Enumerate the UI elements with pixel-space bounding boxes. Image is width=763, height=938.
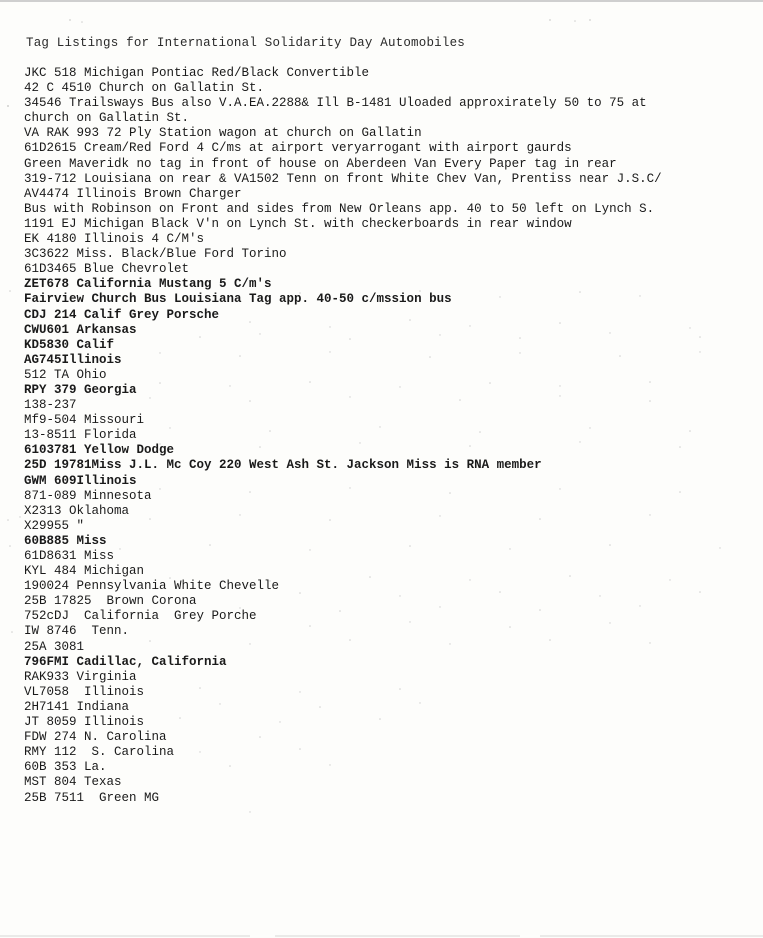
- list-item: RPY 379 Georgia: [24, 382, 137, 397]
- list-item: CWU601 Arkansas: [24, 322, 137, 337]
- list-item: 60B 353 La.: [24, 760, 107, 775]
- list-item: 61D8631 Miss: [24, 549, 115, 563]
- list-item: 319-712 Louisiana on rear & VA1502 Tenn on front White Chev Van, Prentiss near J.S.C/: [24, 171, 662, 186]
- list-item: 61D2615 Cream/Red Ford 4 C/ms at airport veryarrogant with airport gaurds: [24, 141, 572, 156]
- list-item: MST 804 Texas: [24, 775, 122, 790]
- list-item: AG745Illinois: [24, 352, 122, 367]
- list-item: 190024 Pennsylvania White Chevelle: [24, 579, 280, 594]
- list-item: 512 TA Ohio: [24, 367, 107, 382]
- list-item: AV4474 Illinois Brown Charger: [24, 186, 242, 201]
- list-item: ZET678 California Mustang 5 C/m's: [24, 277, 272, 292]
- document-title: Tag Listings for International Solidarity Day Automobiles: [26, 36, 465, 50]
- list-item: Fairview Church Bus Louisiana Tag app. 40-50 c/mssion bus: [24, 292, 452, 307]
- list-item: 61D3465 Blue Chevrolet: [24, 262, 190, 277]
- list-item: EK 4180 Illinois 4 C/M's: [24, 232, 205, 247]
- list-item: KYL 484 Michigan: [24, 564, 145, 579]
- list-item: 138-237: [24, 398, 77, 413]
- list-item: JT 8059 Illinois: [24, 715, 145, 730]
- list-item: 25B 17825 Brown Corona: [24, 594, 197, 609]
- list-item: 25B 7511 Green MG: [24, 790, 160, 805]
- list-item: 6103781 Yellow Dodge: [24, 443, 175, 458]
- list-item: CDJ 214 Calif Grey Porsche: [24, 307, 220, 322]
- list-item: Mf9-504 Missouri: [24, 413, 145, 428]
- list-item: Green Maveridk no tag in front of house on Aberdeen Van Every Paper tag in rear: [24, 156, 617, 171]
- list-item: 25A 3081: [24, 639, 85, 654]
- list-item: FDW 274 N. Carolina: [24, 730, 167, 745]
- list-item: 2H7141 Indiana: [24, 699, 130, 714]
- list-item: 871-089 Minnesota: [24, 488, 152, 503]
- list-item: church on Gallatin St.: [24, 111, 190, 126]
- list-item: 25D 19781Miss J.L. Mc Coy 220 West Ash St. Jackson Miss is RNA member: [24, 458, 542, 473]
- list-item: 796FMI Cadillac, California: [24, 654, 227, 669]
- list-item: 13-8511 Florida: [24, 428, 137, 443]
- list-item: GWM 609Illinois: [24, 473, 137, 488]
- list-item: X29955 ": [24, 518, 85, 533]
- list-item: JKC 518 Michigan Pontiac Red/Black Convertible: [24, 66, 370, 80]
- list-item: IW 8746 Tenn.: [24, 624, 130, 639]
- list-item: VA RAK 993 72 Ply Station wagon at church on Gallatin: [24, 126, 422, 141]
- list-item: VL7058 Illinois: [24, 684, 145, 699]
- list-item: 34546 Trailsways Bus also V.A.EA.2288& Ill B-1481 Uloaded approxirately 50 to 75 at: [24, 96, 647, 111]
- list-item: X2313 Oklahoma: [24, 503, 130, 518]
- list-item: Bus with Robinson on Front and sides from New Orleans app. 40 to 50 left on Lynch S.: [24, 201, 655, 216]
- list-item: RMY 112 S. Carolina: [24, 745, 175, 760]
- list-item: 3C3622 Miss. Black/Blue Ford Torino: [24, 247, 287, 262]
- tag-listing: [24, 66, 714, 806]
- list-item: 42 C 4510 Church on Gallatin St.: [24, 81, 265, 96]
- list-item: RAK933 Virginia: [24, 669, 137, 684]
- list-item: 60B885 Miss: [24, 533, 107, 548]
- list-item: KD5830 Calif: [24, 337, 115, 352]
- top-edge: [0, 0, 763, 2]
- list-item: 752cDJ California Grey Porche: [24, 609, 257, 624]
- list-item: 1191 EJ Michigan Black V'n on Lynch St. with checkerboards in rear window: [24, 216, 572, 231]
